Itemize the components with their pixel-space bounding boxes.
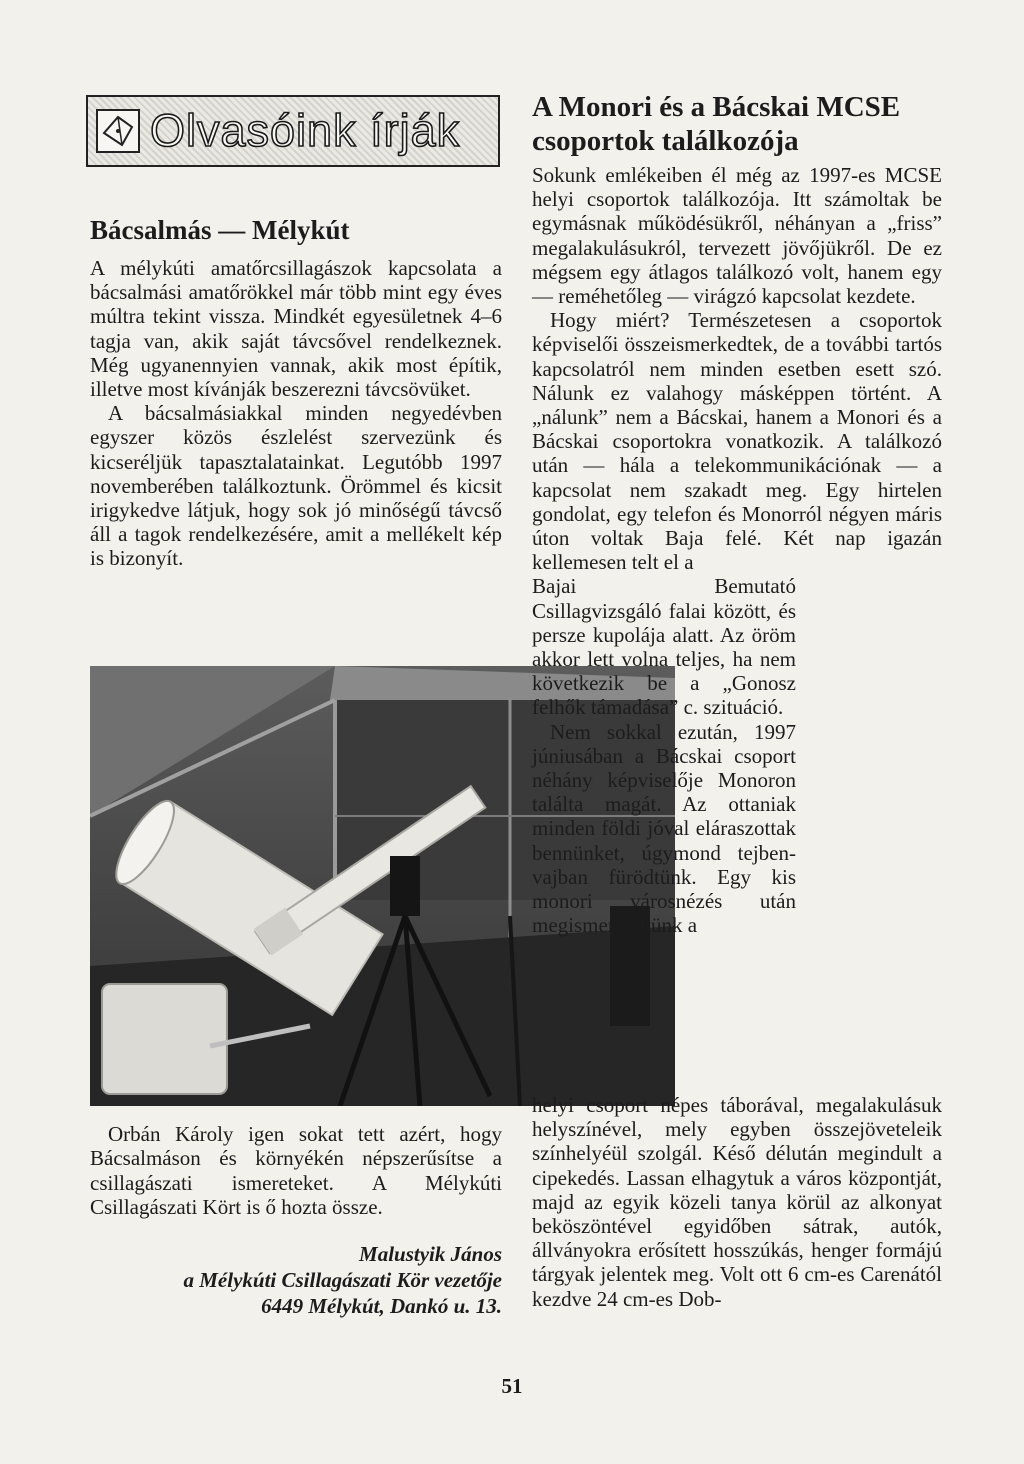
right-paragraph: helyi csoport népes táborával, megalakulásuk helyszínével, mely egyben összejöveteleik színhelyéül szolgál. Késő délután megindult a cipekedés. Lassan elhagytuk a város központját, majd az egyik közeli tanya körül az alkonyat beköszöntével egyidőben sátrak, autók, állványokra erősített hosszúkás, henger formájú tárgyak jelentek meg. Volt ott 6 cm-es Carenától kezdve 24 cm-es Dob- (532, 1093, 942, 1311)
left-article-body (90, 256, 502, 571)
right-article-body (532, 163, 942, 938)
left-paragraph: Orbán Károly igen sokat tett azért, hogy Bácsalmáson és környékén népszerűsítse a csillagászati ismereteket. A Mélykúti Csillagászati Kört is ő hozta össze. (90, 1122, 502, 1220)
right-paragraph: Sokunk emlékeiben él még az 1997-es MCSE helyi csoportok találkozója. Itt számoltak be egymásnak működésükről, néhányan a „friss” megalakulásukról, tervezett jövőjükről. De ez mégsem egy átlagos találkozó volt, hanem egy — reméhetőleg — virágzó kapcsolat kezdete. (532, 163, 942, 309)
left-article-title: Bácsalmás — Mélykút (90, 215, 350, 245)
banner-title: Olvasóink írják (150, 105, 461, 156)
right-paragraph: Nem sokkal ezután, 1997 júniusában a Bácskai csoport néhány képviselője Monoron találta magát. Az ottaniak minden földi jóval eláraszottak bennünket, úgymond tejben-vajban fürödtünk. Egy kis monori városnézés után megismerkedtünk a (532, 719, 796, 938)
right-article-title: A Monori és a Bácskai MCSE csoportok találkozója (532, 91, 901, 157)
left-closing-text (90, 1122, 502, 1220)
author-address: 6449 Mélykút, Dankó u. 13. (261, 1294, 502, 1318)
page-number: 51 (501, 1374, 523, 1398)
author-role: a Mélykúti Csillagászati Kör vezetője (183, 1268, 502, 1292)
banner-logo-icon (96, 109, 140, 153)
left-paragraph: A bácsalmásiakkal minden negyedévben egyszer közös észlelést szervezünk és kicseréljük tapasztalatainkat. Legutóbb 1997 novemberében találkoztunk. Örömmel és kicsit irigykedve látjuk, hogy sok jó minőségű távcső áll a tagok rendelkezésére, amit a mellékelt kép is bizonyít. (90, 401, 502, 571)
author-signature (90, 1241, 502, 1319)
author-name: Malustyik János (359, 1242, 502, 1266)
right-paragraph: Bajai Bemutató Csillagvizsgáló falai között, és persze kupolája alatt. Az öröm akkor lett volna teljes, ha nem következik be a „Gonosz felhők támadása” c. szituáció. (532, 574, 796, 720)
right-article-tail (532, 1093, 942, 1311)
left-paragraph: A mélykúti amatőrcsillagászok kapcsolata a bácsalmási amatőrökkel már több mint egy éves múltra tekint vissza. Mindkét egyesületnek 4–6 tagja van, akik saját távcsővel rendelkeznek. Még ugyanennyien vannak, akik most építik, illetve most kívánják beszerezni távcsövüket. (90, 256, 502, 402)
right-paragraph: Hogy miért? Természetesen a csoportok képviselői összeismerkedtek, de a további tartós kapcsolatról nem minden esetben esett szó. Nálunk ez valahogy másképpen történt. A „nálunk” nem a Bácskai, hanem a Monori és a Bácskai csoportokra vonatkozik. A találkozó után — hála a telekommunikációnak — a kapcsolat nem szakadt meg. Egy hirtelen gondolat, egy telefon és Monorról négyen máris úton voltak Baja felé. Két nap igazán kellemesen telt el a (532, 308, 942, 575)
section-banner (86, 95, 500, 167)
